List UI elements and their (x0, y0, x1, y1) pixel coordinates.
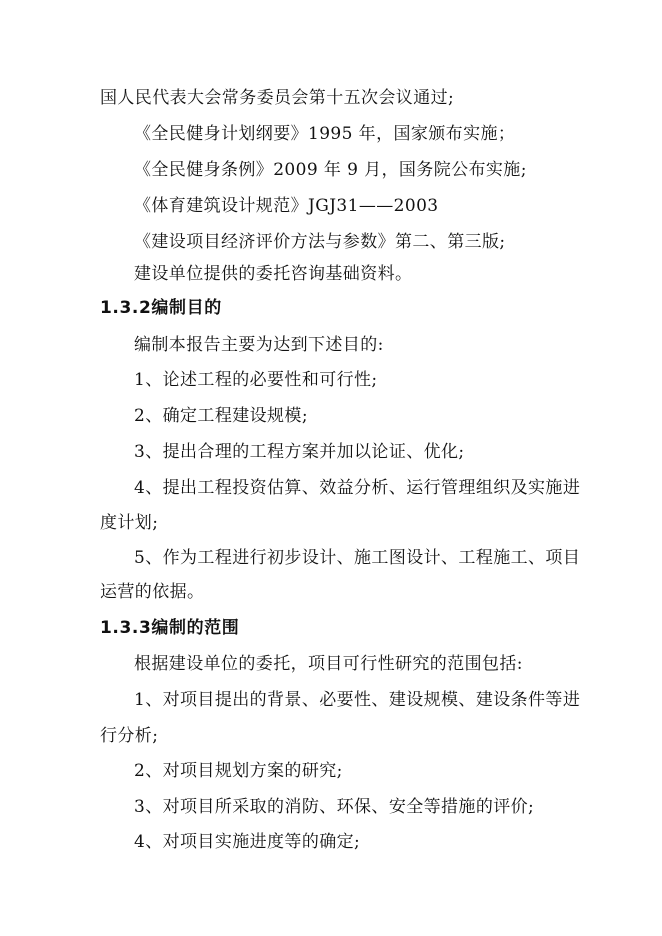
section-133-item-1-line-2: 行分析; (100, 726, 159, 746)
section-133-item-3: 3、对项目所采取的消防、环保、安全等措施的评价; (134, 797, 535, 817)
section-132-intro: 编制本报告主要为达到下述目的: (134, 335, 384, 355)
reference-line-4: 《体育建筑设计规范》JGJ31——2003 (134, 196, 439, 216)
section-132-item-4-line-2: 度计划; (100, 513, 159, 533)
section-132-item-5-line-1: 5、作为工程进行初步设计、施工图设计、工程施工、项目 (134, 548, 581, 568)
section-132-item-4-line-1: 4、提出工程投资估算、效益分析、运行管理组织及实施进 (134, 478, 581, 498)
reference-line-5: 《建设项目经济评价方法与参数》第二、第三版; (134, 232, 506, 252)
reference-line-3: 《全民健身条例》2009 年 9 月，国务院公布实施; (134, 160, 527, 180)
section-132-item-3: 3、提出合理的工程方案并加以论证、优化; (134, 442, 465, 462)
reference-line-1: 国人民代表大会常务委员会第十五次会议通过; (100, 88, 455, 108)
section-heading-1-3-2: 1.3.2编制目的 (100, 298, 222, 318)
section-133-item-1-line-1: 1、对项目提出的背景、必要性、建设规模、建设条件等进 (134, 690, 581, 710)
section-132-item-1: 1、论述工程的必要性和可行性; (134, 370, 378, 390)
section-heading-1-3-3: 1.3.3编制的范围 (100, 618, 240, 638)
section-132-item-5-line-2: 运营的依据。 (100, 582, 205, 602)
reference-line-2: 《全民健身计划纲要》1995 年，国家颁布实施； (134, 124, 516, 144)
section-133-item-2: 2、对项目规划方案的研究; (134, 761, 343, 781)
section-133-item-4: 4、对项目实施进度等的确定; (134, 832, 361, 852)
section-132-item-2: 2、确定工程建设规模; (134, 406, 308, 426)
reference-line-6: 建设单位提供的委托咨询基础资料。 (134, 264, 413, 284)
section-133-intro: 根据建设单位的委托，项目可行性研究的范围包括: (134, 654, 523, 674)
